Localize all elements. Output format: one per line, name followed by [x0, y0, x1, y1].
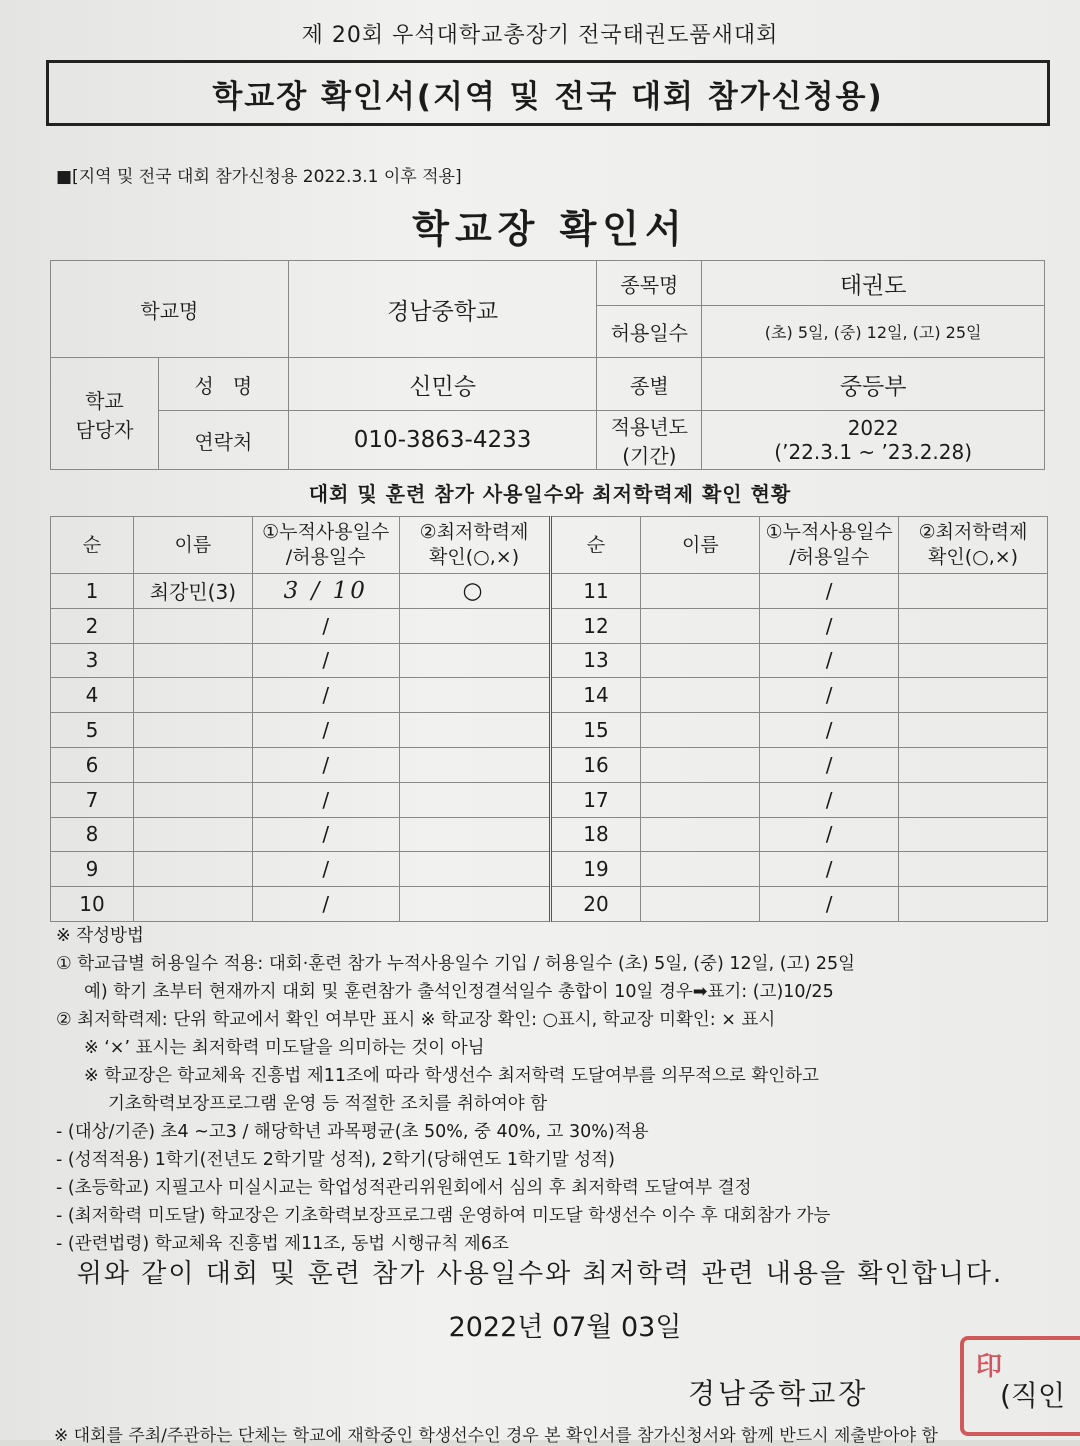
- method-line: - (관련법령) 학교체육 진흥법 제11조, 동법 시행규칙 제6조: [56, 1234, 509, 1254]
- student-name-cell: [133, 713, 252, 748]
- allowed-days-value: (초) 5일, (중) 12일, (고) 25일: [702, 306, 1045, 358]
- academic-check-cell: [899, 747, 1048, 782]
- student-name-cell: [641, 608, 760, 643]
- school-value: 경남중학교: [288, 261, 597, 358]
- doc-heading-box: [46, 60, 1050, 126]
- days-used-cell: /: [760, 608, 899, 643]
- academic-check-cell: [899, 713, 1048, 748]
- header-name-left: 이름: [133, 517, 252, 574]
- days-used-cell: /: [252, 643, 399, 678]
- method-line: ① 학교급별 허용일수 적용: 대회·훈련 참가 누적사용일수 기입 / 허용일수 (초) 5일, (중) 12일, (고) 25일: [56, 954, 856, 974]
- row-number: 7: [51, 782, 134, 817]
- name-value: 신민승: [288, 358, 597, 411]
- year-label: [597, 411, 702, 470]
- days-used-cell: /: [252, 713, 399, 748]
- table-row: [51, 782, 1048, 817]
- method-line: - (대상/기준) 초4 ~고3 / 해당학년 과목평균(초 50%, 중 40%, 고 30%)적용: [56, 1122, 649, 1142]
- table-row: [51, 713, 1048, 748]
- sport-label: 종목명: [597, 261, 702, 306]
- row-number: 2: [51, 608, 134, 643]
- student-name-cell: [133, 643, 252, 678]
- phone-label: 연락처: [158, 411, 288, 470]
- academic-check-cell: [399, 747, 550, 782]
- days-used-cell: /: [252, 782, 399, 817]
- division-value: 중등부: [702, 358, 1045, 411]
- row-number: 9: [51, 852, 134, 887]
- method-title: ※ 작성방법: [56, 926, 144, 946]
- seal-text: 印: [976, 1352, 1003, 1382]
- section-title: 대회 및 훈련 참가 사용일수와 최저학력제 확인 현황: [308, 482, 792, 506]
- row-number: 18: [550, 817, 641, 852]
- academic-check-cell: [399, 713, 550, 748]
- table-row: [51, 643, 1048, 678]
- days-used-cell: /: [760, 747, 899, 782]
- header-days-line1: ①누적사용일수: [765, 521, 893, 543]
- student-name-cell: [641, 852, 760, 887]
- days-used-cell: /: [252, 817, 399, 852]
- days-used-cell: /: [760, 852, 899, 887]
- header-name-right: 이름: [641, 517, 760, 574]
- academic-check-cell: [899, 574, 1048, 609]
- academic-check-cell: [899, 782, 1048, 817]
- contact-label: [51, 358, 159, 470]
- year-value-line2: (’22.3.1 ~ ’23.2.28): [774, 440, 973, 464]
- header-days-right: [760, 517, 899, 574]
- header-days-left: [252, 517, 399, 574]
- student-name-cell: [641, 678, 760, 713]
- apply-note: ■[지역 및 전국 대회 참가신청용 2022.3.1 이후 적용]: [56, 167, 462, 187]
- row-number: 5: [51, 713, 134, 748]
- doc-heading: 학교장 확인서(지역 및 전국 대회 참가신청용): [212, 78, 884, 115]
- days-used-cell: /: [760, 817, 899, 852]
- method-line: - (성적적용) 1학기(전년도 2학기말 성적), 2학기(당해연도 1학기말 성적): [56, 1150, 615, 1170]
- record-table-body: [51, 574, 1048, 922]
- academic-check-cell: [399, 852, 550, 887]
- header-days-line1: ①누적사용일수: [262, 521, 390, 543]
- division-label: 종별: [597, 358, 702, 411]
- table-row: [51, 678, 1048, 713]
- academic-check-cell: [899, 678, 1048, 713]
- student-name-cell: [133, 817, 252, 852]
- days-used-cell: 3 / 10: [252, 574, 399, 609]
- student-name-cell: 최강민(3): [133, 574, 252, 609]
- year-value-line1: 2022: [847, 416, 899, 440]
- days-used-cell: /: [252, 852, 399, 887]
- seal-label: (직인: [1000, 1379, 1066, 1412]
- days-used-cell: /: [760, 574, 899, 609]
- principal-name: 경남중학교장: [688, 1377, 869, 1410]
- days-used-cell: /: [252, 887, 399, 922]
- table-row: [51, 887, 1048, 922]
- academic-check-cell: [899, 887, 1048, 922]
- days-used-cell: /: [760, 887, 899, 922]
- year-label-line2: (기간): [622, 444, 677, 468]
- doc-title: 학교장 확인서: [412, 207, 688, 251]
- method-line: 기초학력보장프로그램 운영 등 적절한 조치를 취하여야 함: [108, 1094, 548, 1114]
- table-row: [51, 817, 1048, 852]
- academic-check-cell: [899, 643, 1048, 678]
- student-name-cell: [641, 817, 760, 852]
- student-name-cell: [133, 852, 252, 887]
- record-table: [50, 516, 1048, 922]
- days-used-cell: /: [760, 713, 899, 748]
- days-used-cell: /: [252, 608, 399, 643]
- days-used-cell: /: [760, 782, 899, 817]
- student-name-cell: [133, 782, 252, 817]
- student-name-cell: [133, 887, 252, 922]
- year-label-line1: 적용년도: [610, 415, 688, 439]
- header-check-right: [899, 517, 1048, 574]
- row-number: 12: [550, 608, 641, 643]
- table-row: [51, 747, 1048, 782]
- header-check-line2: 확인(○,×): [429, 546, 520, 568]
- year-value: [702, 411, 1045, 470]
- row-number: 8: [51, 817, 134, 852]
- contact-label-line1: 학교: [85, 388, 124, 413]
- academic-check-cell: [399, 608, 550, 643]
- academic-check-cell: [399, 643, 550, 678]
- row-number: 10: [51, 887, 134, 922]
- confirm-text: 위와 같이 대회 및 훈련 참가 사용일수와 최저학력 관련 내용을 확인합니다.: [76, 1259, 1004, 1289]
- header-check-line1: ②최저학력제: [918, 521, 1028, 543]
- days-used-cell: /: [760, 643, 899, 678]
- student-name-cell: [641, 574, 760, 609]
- student-name-cell: [133, 747, 252, 782]
- header-check-left: [399, 517, 550, 574]
- header-no-right: 순: [550, 517, 641, 574]
- row-number: 4: [51, 678, 134, 713]
- row-number: 14: [550, 678, 641, 713]
- row-number: 1: [51, 574, 134, 609]
- academic-check-cell: [399, 782, 550, 817]
- header-no-left: 순: [51, 517, 134, 574]
- academic-check-cell: [399, 887, 550, 922]
- days-used-cell: /: [252, 747, 399, 782]
- academic-check-cell: [899, 608, 1048, 643]
- header-days-line2: /허용일수: [789, 546, 870, 568]
- method-line: ※ 학교장은 학교체육 진흥법 제11조에 따라 학생선수 최저학력 도달여부를 의무적으로 확인하고: [84, 1066, 819, 1086]
- method-line: - (초등학교) 지필고사 미실시교는 학업성적관리위원회에서 심의 후 최저학력 도달여부 결정: [56, 1178, 752, 1198]
- allowed-days-label: 허용일수: [597, 306, 702, 358]
- header-check-line1: ②최저학력제: [419, 521, 529, 543]
- table-row: [51, 608, 1048, 643]
- row-number: 11: [550, 574, 641, 609]
- table-row: [51, 574, 1048, 609]
- row-number: 15: [550, 713, 641, 748]
- student-name-cell: [641, 782, 760, 817]
- method-line: ② 최저학력제: 단위 학교에서 확인 여부만 표시 ※ 학교장 확인: ○표시, 학교장 미확인: × 표시: [56, 1010, 776, 1030]
- method-line: 예) 학기 초부터 현재까지 대회 및 훈련참가 출석인정결석일수 총합이 10일 경우➡표기: (고)10/25: [84, 982, 834, 1002]
- header-days-line2: /허용일수: [285, 546, 366, 568]
- row-number: 16: [550, 747, 641, 782]
- academic-check-cell: [399, 678, 550, 713]
- academic-check-cell: [399, 817, 550, 852]
- row-number: 17: [550, 782, 641, 817]
- row-number: 3: [51, 643, 134, 678]
- method-line: ※ ‘×’ 표시는 최저학력 미도달을 의미하는 것이 아님: [84, 1038, 485, 1058]
- event-title: 제 20회 우석대학교총장기 전국태권도품새대회: [301, 23, 779, 48]
- academic-check-cell: [899, 817, 1048, 852]
- student-name-cell: [641, 713, 760, 748]
- school-label: 학교명: [51, 261, 289, 358]
- contact-label-line2: 담당자: [75, 417, 134, 442]
- header-check-line2: 확인(○,×): [928, 546, 1019, 568]
- student-name-cell: [641, 747, 760, 782]
- phone-value: 010-3863-4233: [288, 411, 597, 470]
- academic-check-cell: [899, 852, 1048, 887]
- name-label: 성 명: [158, 358, 288, 411]
- row-number: 6: [51, 747, 134, 782]
- table-row: [51, 852, 1048, 887]
- student-name-cell: [641, 643, 760, 678]
- student-name-cell: [133, 608, 252, 643]
- academic-check-cell: ○: [399, 574, 550, 609]
- footnote: ※ 대회를 주최/주관하는 단체는 학교에 재학중인 학생선수인 경우 본 확인서를 참가신청서와 함께 반드시 제출받아야 함: [54, 1426, 938, 1446]
- date: 2022년 07월 03일: [448, 1312, 682, 1343]
- sport-value: 태권도: [702, 261, 1045, 306]
- writing-method: [56, 922, 1066, 1258]
- method-line: - (최저학력 미도달) 학교장은 기초학력보장프로그램 운영하여 미도달 학생선수 이수 후 대회참가 가능: [56, 1206, 831, 1226]
- row-number: 19: [550, 852, 641, 887]
- row-number: 13: [550, 643, 641, 678]
- info-table: [50, 260, 1045, 470]
- days-used-cell: /: [760, 678, 899, 713]
- student-name-cell: [133, 678, 252, 713]
- days-used-cell: /: [252, 678, 399, 713]
- student-name-cell: [641, 887, 760, 922]
- row-number: 20: [550, 887, 641, 922]
